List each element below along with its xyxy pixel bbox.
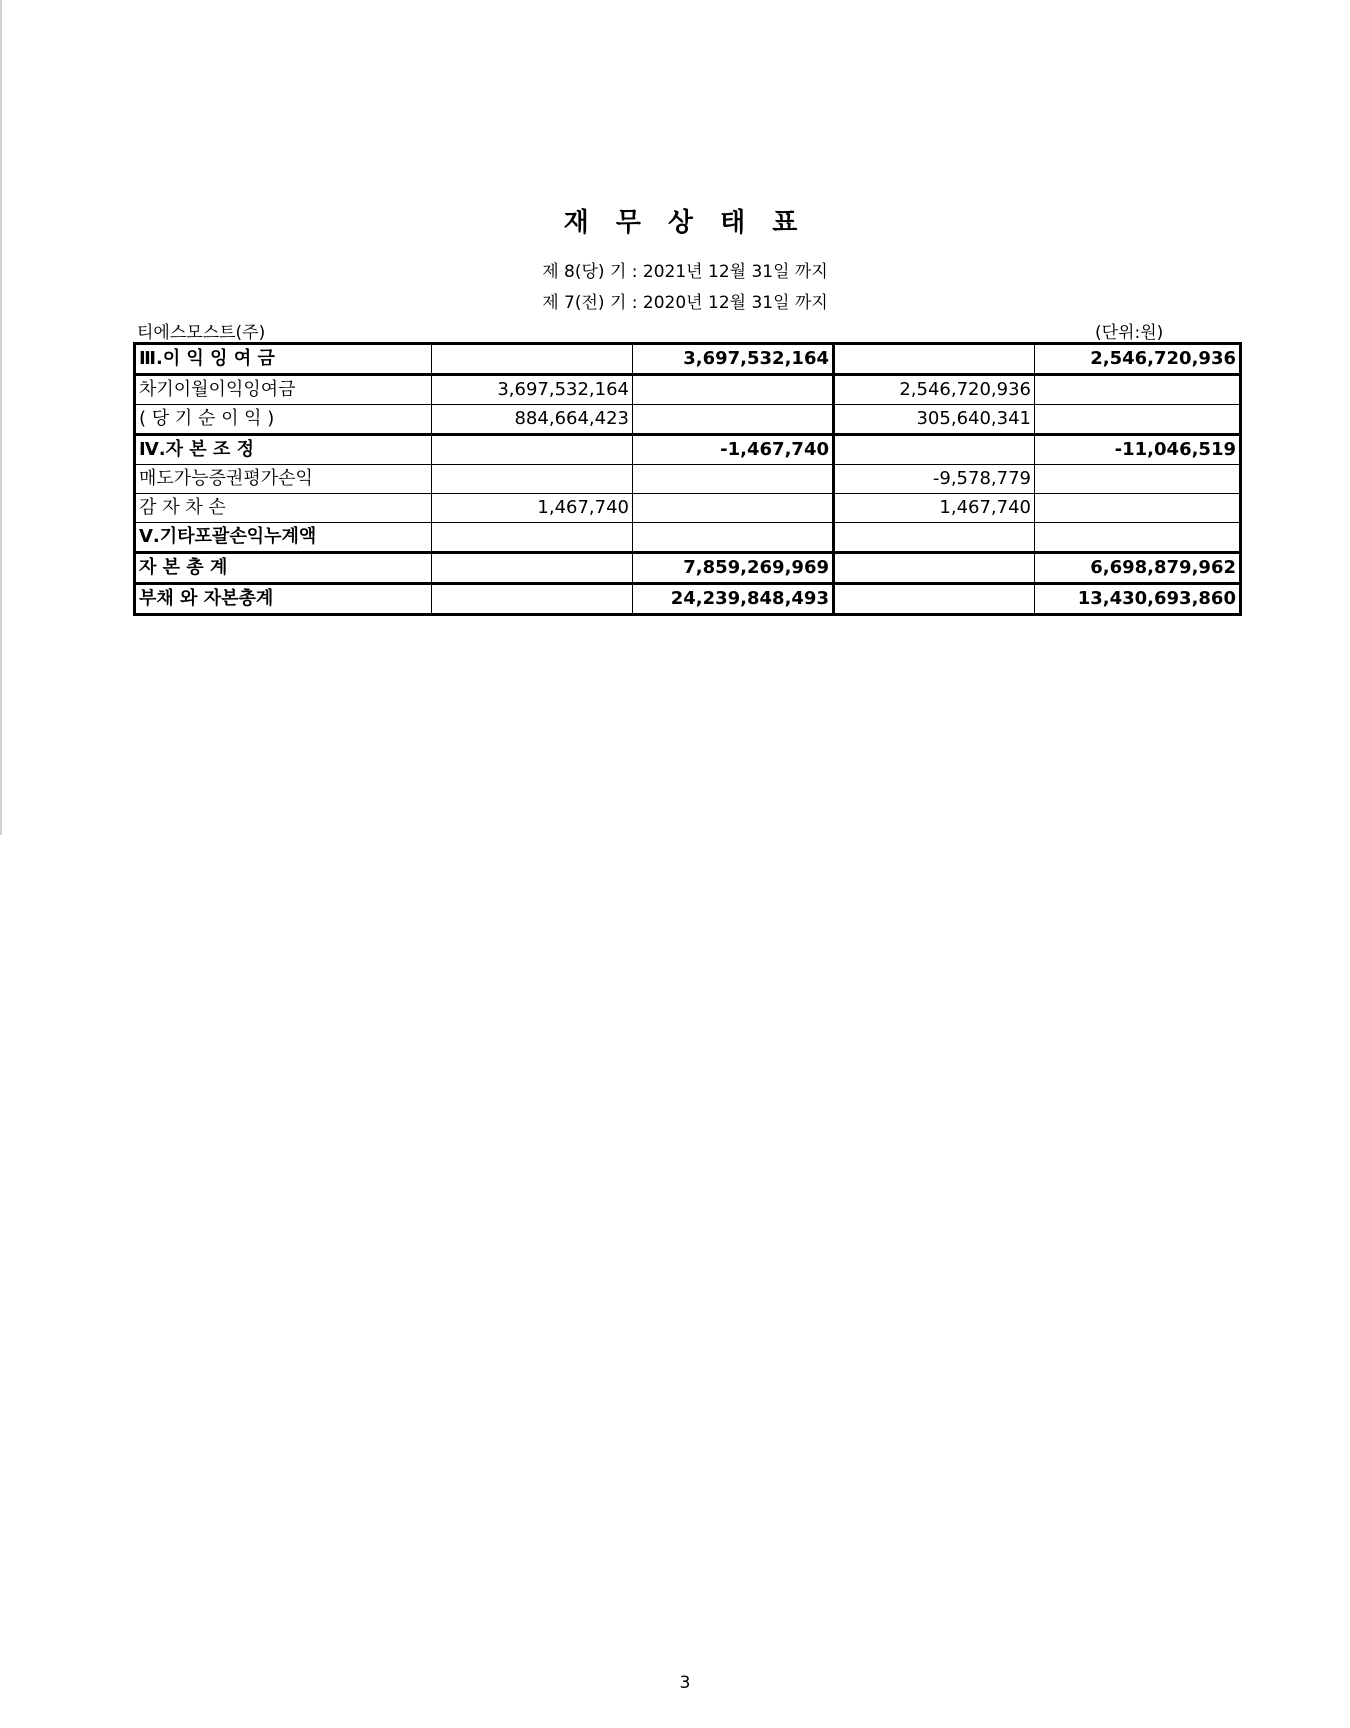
prior-total-cell	[1035, 523, 1241, 553]
table-row	[135, 584, 1241, 615]
prior-detail-cell: -9,578,779	[834, 465, 1035, 494]
account-label: Ⅴ.기타포괄손익누계액	[135, 523, 432, 553]
current-detail-cell	[432, 553, 633, 584]
table-row	[135, 465, 1241, 494]
prior-detail-cell: 1,467,740	[834, 494, 1035, 523]
unit-label: (단위:원)	[1095, 323, 1164, 343]
account-label: ( 당 기 순 이 익 )	[135, 405, 432, 435]
table-row	[135, 375, 1241, 405]
table-row	[135, 553, 1241, 584]
prior-total-cell	[1035, 405, 1241, 435]
current-total-cell	[633, 375, 834, 405]
prior-period: 제 7(전) 기 : 2020년 12월 31일 까지	[542, 293, 828, 313]
account-label: 매도가능증권평가손익	[135, 465, 432, 494]
page-number: 3	[679, 1673, 691, 1693]
account-label: Ⅲ.이 익 잉 여 금	[135, 344, 432, 375]
prior-total-cell	[1035, 465, 1241, 494]
current-total-cell: 7,859,269,969	[633, 553, 834, 584]
current-detail-cell	[432, 465, 633, 494]
prior-total-cell: -11,046,519	[1035, 435, 1241, 465]
current-total-cell: -1,467,740	[633, 435, 834, 465]
table-row	[135, 523, 1241, 553]
current-detail-cell: 1,467,740	[432, 494, 633, 523]
prior-total-cell	[1035, 375, 1241, 405]
current-detail-cell	[432, 523, 633, 553]
account-label: Ⅳ.자 본 조 정	[135, 435, 432, 465]
current-total-cell	[633, 405, 834, 435]
page-left-edge	[0, 0, 2, 835]
current-detail-cell	[432, 584, 633, 615]
account-label: 감 자 차 손	[135, 494, 432, 523]
prior-total-cell: 13,430,693,860	[1035, 584, 1241, 615]
balance-sheet-table	[133, 342, 1242, 616]
current-total-cell	[633, 523, 834, 553]
table-row	[135, 494, 1241, 523]
current-total-cell	[633, 494, 834, 523]
account-label: 자 본 총 계	[135, 553, 432, 584]
prior-total-cell: 2,546,720,936	[1035, 344, 1241, 375]
current-detail-cell: 3,697,532,164	[432, 375, 633, 405]
current-total-cell: 24,239,848,493	[633, 584, 834, 615]
company-name: 티에스모스트(주)	[137, 323, 266, 343]
current-period: 제 8(당) 기 : 2021년 12월 31일 까지	[542, 262, 828, 282]
current-detail-cell	[432, 344, 633, 375]
table-row	[135, 405, 1241, 435]
prior-detail-cell	[834, 584, 1035, 615]
current-total-cell	[633, 465, 834, 494]
account-label: 차기이월이익잉여금	[135, 375, 432, 405]
prior-detail-cell	[834, 553, 1035, 584]
current-total-cell: 3,697,532,164	[633, 344, 834, 375]
prior-total-cell	[1035, 494, 1241, 523]
current-detail-cell	[432, 435, 633, 465]
table-row	[135, 435, 1241, 465]
prior-detail-cell	[834, 344, 1035, 375]
prior-detail-cell: 2,546,720,936	[834, 375, 1035, 405]
prior-total-cell: 6,698,879,962	[1035, 553, 1241, 584]
account-label: 부채 와 자본총계	[135, 584, 432, 615]
prior-detail-cell	[834, 435, 1035, 465]
prior-detail-cell: 305,640,341	[834, 405, 1035, 435]
current-detail-cell: 884,664,423	[432, 405, 633, 435]
prior-detail-cell	[834, 523, 1035, 553]
table-row	[135, 344, 1241, 375]
document-title: 재 무 상 태 표	[563, 208, 807, 238]
